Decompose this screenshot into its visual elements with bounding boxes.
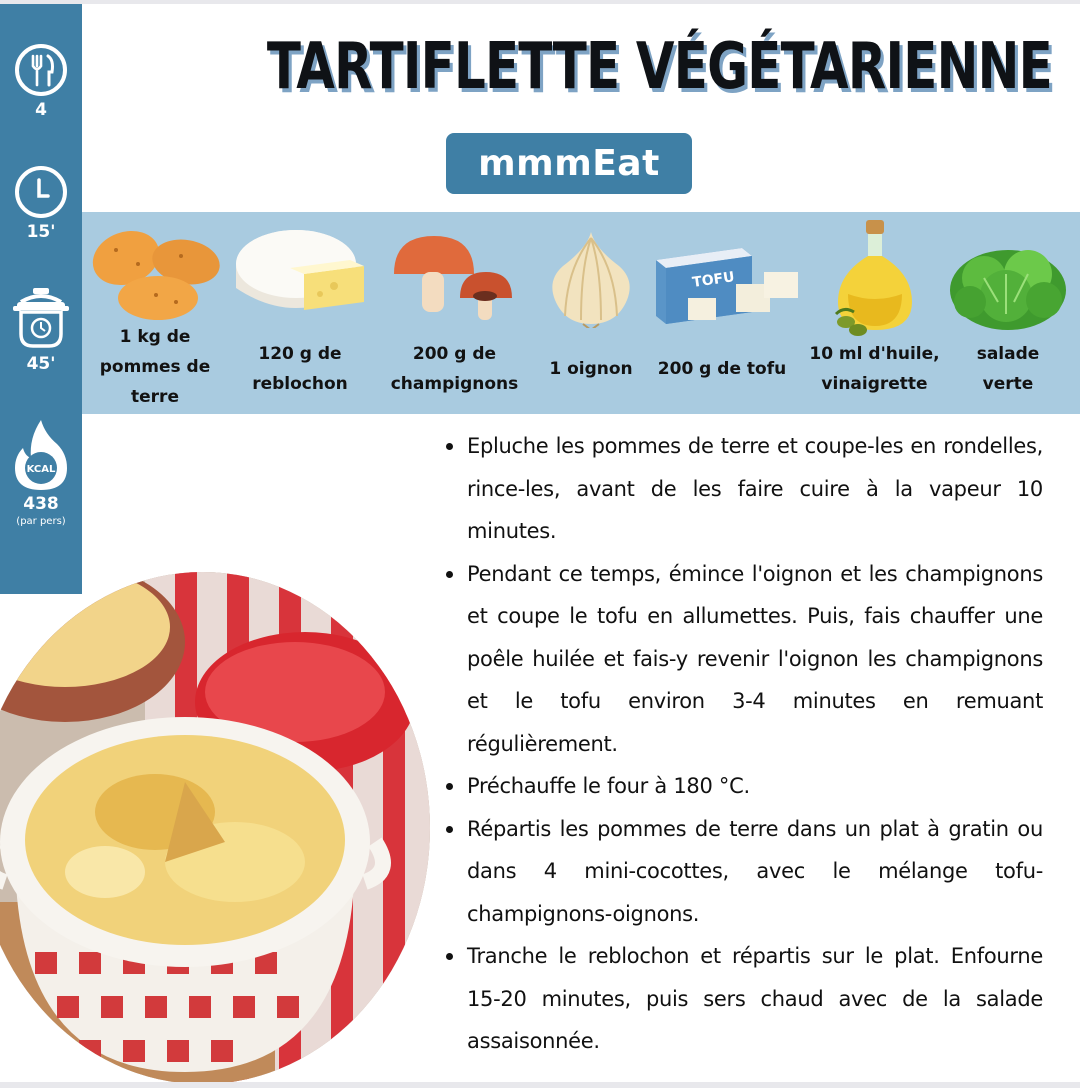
potato-icon (86, 220, 226, 330)
fork-knife-icon (13, 42, 69, 98)
cooking-pot-icon (11, 284, 71, 352)
oil-bottle-icon (830, 218, 920, 338)
ingredient-label-reblochon: 120 g de reblochon (252, 344, 348, 394)
calories-info (0, 416, 82, 527)
calories-unit: (par pers) (16, 516, 66, 527)
ingredient-label-oil: 10 ml d'huile, vinaigrette (809, 344, 940, 394)
cook-time-info (0, 284, 82, 374)
ingredient-salad (948, 212, 1068, 414)
step-item: Répartis les pommes de terre dans un plat à gratin ou dans 4 mini-cocottes, avec le mélange tofu-champignons-oignons. (440, 808, 1043, 936)
clock-icon (13, 164, 69, 220)
tofu-box-text: TOFU (691, 269, 736, 291)
ingredient-label-tofu: 200 g de tofu (657, 359, 787, 379)
flame-kcal-icon (9, 416, 73, 492)
servings-value: 4 (35, 100, 47, 120)
prep-time-value: 15' (26, 222, 56, 242)
step-item: Epluche les pommes de terre et coupe-les en rondelles, rince-les, avant de les faire cuire à la vapeur 10 minutes. (440, 425, 1043, 553)
recipe-steps (440, 425, 1043, 1063)
step-item: Pendant ce temps, émince l'oignon et les champignons et coupe le tofu en allumettes. Puis, fais chauffer une poêle huilée et fais-y revenir l'oignon les champignons et le tofu environ 3-4 minutes en remuant régulièrement. (440, 553, 1043, 766)
brand-logo: mmmEat (446, 133, 692, 194)
ingredient-label-mushrooms: 200 g de champignons (390, 344, 519, 394)
ingredient-label-potatoes: 1 kg de pommes de terre (99, 327, 211, 407)
ingredient-mushrooms (382, 212, 527, 414)
page-title: TARTIFLETTE VÉGÉTARIENNE (266, 30, 1052, 104)
bottom-border (0, 1082, 1080, 1088)
tofu-icon (652, 232, 802, 332)
ingredient-reblochon (232, 212, 368, 414)
calories-value: 438 (23, 494, 59, 514)
prep-time-info (0, 164, 82, 242)
cook-time-value: 45' (26, 354, 56, 374)
ingredient-tofu (648, 212, 796, 414)
ingredient-potatoes (82, 212, 228, 414)
kcal-badge: KCAL (26, 464, 56, 475)
tartiflette-photo-image (0, 572, 430, 1084)
lettuce-icon (948, 234, 1068, 334)
step-item: Préchauffe le four à 180 °C. (440, 765, 1043, 808)
step-item: Tranche le reblochon et répartis sur le plat. Enfourne 15-20 minutes, puis sers chaud avec de la salade assaisonnée. (440, 935, 1043, 1063)
ingredient-label-salad: salade verte (976, 344, 1040, 394)
reblochon-cheese-icon (234, 224, 368, 320)
ingredient-onion (541, 212, 641, 414)
ingredient-label-onion: 1 oignon (549, 359, 633, 379)
dish-photo (0, 572, 430, 1084)
recipe-info-sidebar (0, 4, 82, 594)
onion-icon (543, 228, 639, 328)
ingredient-oil (802, 212, 947, 414)
ingredients-band (82, 212, 1080, 414)
top-border (0, 0, 1080, 4)
mushroom-icon (388, 230, 518, 326)
servings-info (0, 42, 82, 120)
